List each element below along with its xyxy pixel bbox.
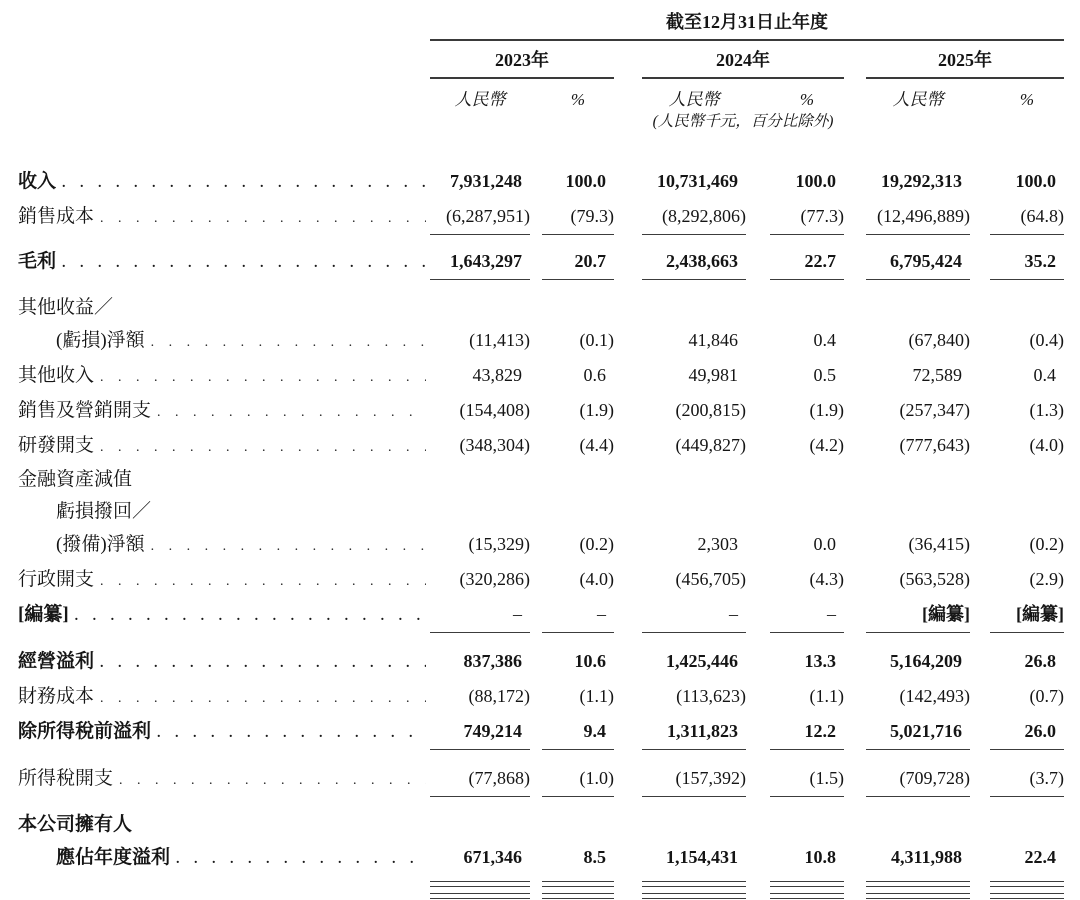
row-label [18, 763, 430, 797]
value-cell: (456,705) [675, 569, 746, 589]
value-cell: 10.8 [804, 847, 836, 867]
value-cell: (257,347) [899, 400, 970, 420]
value-cell: (1.3) [1029, 400, 1064, 420]
dot-leader [145, 531, 426, 563]
value-cell: 749,214 [430, 715, 530, 750]
value-cell: (1.9) [579, 400, 614, 420]
double-rule-row [18, 893, 1064, 900]
value-cell: (1.5) [770, 762, 844, 797]
row-label-text: 其他收入 [18, 365, 95, 386]
value-cell: (67,840) [908, 330, 970, 350]
value-cell: (4.4) [579, 435, 614, 455]
value-cell: 10.6 [574, 651, 606, 671]
value-cell: (0.2) [579, 534, 614, 554]
value-cell: (64.8) [990, 200, 1064, 235]
subheader-row [18, 79, 1064, 110]
value-cell: (1.9) [809, 400, 844, 420]
value-cell: 100.0 [795, 171, 836, 191]
table-row [18, 429, 1064, 464]
double-rule [866, 893, 970, 899]
value-cell: (0.7) [1029, 686, 1064, 706]
dot-leader [94, 683, 426, 715]
table-row [18, 809, 1064, 841]
value-cell: 0.4 [1033, 365, 1056, 385]
value-cell: 1,425,446 [666, 651, 738, 671]
table-row [18, 165, 1064, 200]
table-body [18, 165, 1064, 900]
value-cell: 12.2 [770, 715, 844, 750]
row-label [18, 360, 430, 394]
value-cell: [編纂] [990, 598, 1064, 633]
dot-leader [145, 327, 426, 359]
value-cell: 4,311,988 [890, 847, 962, 867]
value-cell: (348,304) [459, 435, 530, 455]
value-cell: – [642, 598, 746, 633]
year-header-2024: 2024年 [642, 41, 844, 79]
value-cell: (777,643) [899, 435, 970, 455]
value-cell: (0.1) [579, 330, 614, 350]
table-row [18, 200, 1064, 235]
value-cell: (113,623) [676, 686, 746, 706]
value-cell: (142,493) [899, 686, 970, 706]
table-row [18, 359, 1064, 394]
value-cell: 0.0 [813, 534, 836, 554]
value-cell: (200,815) [675, 400, 746, 420]
row-label [18, 529, 430, 563]
row-label-text: 本公司擁有人 [18, 814, 133, 835]
value-cell: (79.3) [542, 200, 614, 235]
row-label [18, 246, 430, 280]
value-cell: (1.1) [579, 686, 614, 706]
row-label-text: [編纂] [18, 604, 69, 625]
table-row [18, 762, 1064, 797]
value-cell: 100.0 [1015, 171, 1056, 191]
value-cell: 1,154,431 [666, 847, 738, 867]
period-title: 截至12月31日止年度 [666, 12, 828, 32]
double-rule [866, 881, 970, 887]
value-cell: – [542, 598, 614, 633]
value-cell: (6,287,951) [430, 200, 530, 235]
value-cell: 671,346 [463, 847, 522, 867]
unit-note: (人民幣千元，百分比除外) [652, 113, 834, 130]
value-cell: 41,846 [688, 330, 738, 350]
row-label [18, 564, 430, 598]
dot-leader [69, 601, 426, 633]
value-cell: (12,496,889) [866, 200, 970, 235]
row-label [18, 716, 430, 750]
row-label-text: 收入 [18, 171, 57, 192]
table-row [18, 645, 1064, 680]
table-row [18, 528, 1064, 563]
value-cell: (709,728) [866, 762, 970, 797]
row-label-text: (虧損)淨額 [56, 330, 145, 351]
value-cell: 2,303 [697, 534, 738, 554]
row-label-text: 除所得稅前溢利 [18, 721, 152, 742]
double-rule [642, 881, 746, 887]
table-row [18, 841, 1064, 876]
value-cell: (4.2) [809, 435, 844, 455]
row-label-text: 毛利 [18, 251, 57, 272]
row-label [18, 325, 430, 359]
row-label [18, 681, 430, 715]
value-cell: (449,827) [675, 435, 746, 455]
value-cell: (4.0) [1029, 435, 1064, 455]
value-cell: – [770, 598, 844, 633]
row-label-text: 所得稅開支 [18, 768, 114, 789]
currency-header-2024: 人民幣 [668, 90, 720, 109]
value-cell: (1.1) [809, 686, 844, 706]
year-header-row [18, 41, 1064, 79]
value-cell: 100.0 [565, 171, 606, 191]
value-cell: (1.0) [542, 762, 614, 797]
double-rule [990, 893, 1064, 899]
year-header-2025: 2025年 [866, 41, 1064, 79]
value-cell: 22.7 [770, 245, 844, 280]
double-rule [542, 893, 614, 899]
value-cell: (11,413) [469, 330, 530, 350]
table-row [18, 394, 1064, 429]
dot-leader [94, 362, 426, 394]
row-label-text: 經營溢利 [18, 651, 95, 672]
unit-note-row [18, 111, 1064, 133]
value-cell: [編纂] [866, 598, 970, 633]
double-rule [542, 881, 614, 887]
value-cell: 43,829 [472, 365, 522, 385]
value-cell: – [430, 598, 530, 633]
value-cell: (3.7) [990, 762, 1064, 797]
dot-leader [151, 397, 426, 429]
double-rule [430, 881, 530, 887]
row-label [18, 395, 430, 429]
value-cell: 22.4 [1024, 847, 1056, 867]
value-cell: 72,589 [912, 365, 962, 385]
row-label-text: 金融資產減值 [18, 469, 133, 490]
value-cell: 0.5 [813, 365, 836, 385]
row-label [18, 599, 430, 633]
percent-header-2025: % [1019, 90, 1035, 109]
value-cell: 19,292,313 [881, 171, 962, 191]
value-cell: (320,286) [459, 569, 530, 589]
dot-leader [94, 648, 426, 680]
double-rule [990, 881, 1064, 887]
value-cell: (8,292,806) [642, 200, 746, 235]
value-cell: 5,021,716 [866, 715, 970, 750]
currency-header-2023: 人民幣 [454, 90, 506, 109]
value-cell: (4.3) [809, 569, 844, 589]
dot-leader [113, 765, 426, 797]
dot-leader [56, 248, 426, 280]
row-label-text: 應佔年度溢利 [56, 847, 171, 868]
value-cell: (77,868) [430, 762, 530, 797]
value-cell: 8.5 [583, 847, 606, 867]
year-header-2023: 2023年 [430, 41, 614, 79]
row-label [18, 496, 1064, 528]
row-label-text: 銷售及營銷開支 [18, 400, 152, 421]
double-rule [770, 893, 844, 899]
table-row [18, 496, 1064, 528]
value-cell: 26.0 [990, 715, 1064, 750]
row-label [18, 464, 1064, 496]
value-cell: 6,795,424 [866, 245, 970, 280]
value-cell: 0.6 [583, 365, 606, 385]
value-cell: 7,931,248 [450, 171, 522, 191]
value-cell: (2.9) [1029, 569, 1064, 589]
value-cell: 837,386 [463, 651, 522, 671]
percent-header-2024: % [799, 90, 815, 109]
value-cell: (563,528) [899, 569, 970, 589]
dot-leader [151, 718, 426, 750]
value-cell: (88,172) [468, 686, 530, 706]
value-cell: (4.0) [579, 569, 614, 589]
row-label-text: (撥備)淨額 [56, 534, 145, 555]
value-cell: (154,408) [459, 400, 530, 420]
value-cell: 13.3 [804, 651, 836, 671]
table-row [18, 598, 1064, 633]
table-row [18, 680, 1064, 715]
row-label-text: 財務成本 [18, 686, 95, 707]
value-cell: 26.8 [1024, 651, 1056, 671]
value-cell: 1,643,297 [430, 245, 530, 280]
row-label-text: 研發開支 [18, 435, 95, 456]
table-row [18, 324, 1064, 359]
row-label [18, 166, 430, 200]
dot-leader [94, 432, 426, 464]
row-label [18, 430, 430, 464]
dot-leader [94, 566, 426, 598]
row-label [18, 809, 1064, 841]
double-rule [430, 893, 530, 899]
percent-header-2023: % [570, 90, 586, 109]
table-row [18, 464, 1064, 496]
row-label [18, 842, 430, 876]
table-row [18, 715, 1064, 750]
currency-header-2025: 人民幣 [892, 90, 944, 109]
value-cell: (0.4) [1029, 330, 1064, 350]
value-cell: 2,438,663 [642, 245, 746, 280]
value-cell: (77.3) [770, 200, 844, 235]
double-rule [642, 893, 746, 899]
value-cell: (15,329) [468, 534, 530, 554]
value-cell: 1,311,823 [642, 715, 746, 750]
table-row [18, 563, 1064, 598]
row-label [18, 201, 430, 235]
dot-leader [94, 203, 426, 235]
value-cell: (157,392) [642, 762, 746, 797]
value-cell: (36,415) [908, 534, 970, 554]
value-cell: (0.2) [1029, 534, 1064, 554]
value-cell: 35.2 [990, 245, 1064, 280]
value-cell: 5,164,209 [890, 651, 962, 671]
row-label-text: 其他收益／ [18, 297, 114, 318]
table-row [18, 292, 1064, 324]
value-cell: 0.4 [813, 330, 836, 350]
row-label [18, 646, 430, 680]
value-cell: 9.4 [542, 715, 614, 750]
dot-leader [56, 168, 426, 200]
row-label-text: 銷售成本 [18, 206, 95, 227]
row-label [18, 292, 1064, 324]
period-title-row [18, 10, 1064, 39]
dot-leader [170, 844, 426, 876]
table-row [18, 245, 1064, 280]
row-label-text: 行政開支 [18, 569, 95, 590]
row-label-text: 虧損撥回／ [56, 501, 152, 522]
value-cell: 20.7 [542, 245, 614, 280]
value-cell: 10,731,469 [657, 171, 738, 191]
value-cell: 49,981 [688, 365, 738, 385]
double-rule [770, 881, 844, 887]
